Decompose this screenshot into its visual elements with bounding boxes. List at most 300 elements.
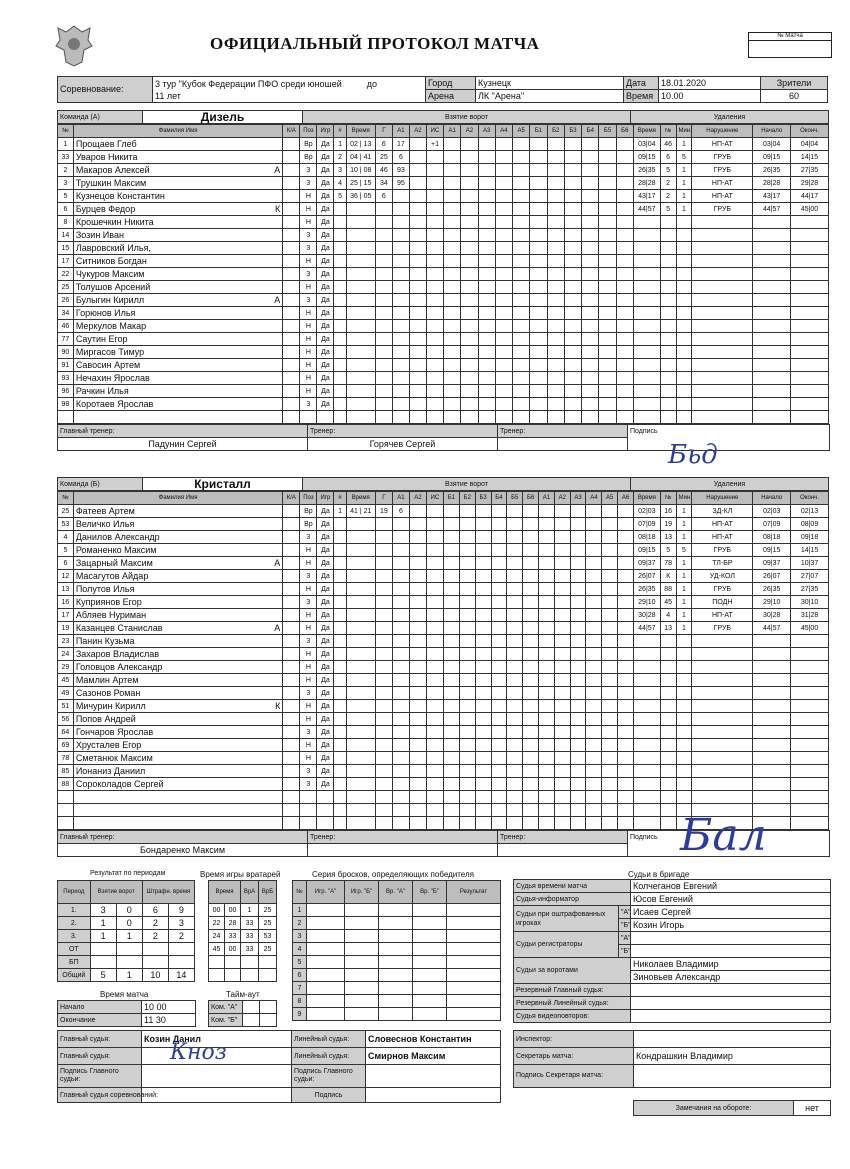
onice-cell	[444, 765, 460, 778]
goal-situation	[426, 609, 443, 622]
onice-cell	[513, 151, 530, 164]
onice-cell	[539, 752, 555, 765]
onice-cell	[491, 700, 507, 713]
team-a-signature-cell	[628, 438, 830, 451]
penalty-violation	[692, 778, 753, 791]
onice-cell	[444, 752, 460, 765]
goal-time	[346, 346, 375, 359]
inspector-label: Инспектор:	[514, 1031, 634, 1048]
onice-cell	[618, 648, 634, 661]
onice-cell	[582, 333, 599, 346]
onice-cell	[616, 203, 633, 216]
goal-assist-2	[409, 804, 426, 817]
goal-time	[346, 622, 375, 635]
penalty-player: 6	[660, 151, 676, 164]
onice-cell	[478, 372, 495, 385]
shootout-number: 6	[293, 969, 307, 982]
onice-cell	[582, 268, 599, 281]
player-ka	[283, 622, 300, 635]
onice-cell	[478, 242, 495, 255]
player-number: 1	[58, 138, 74, 151]
page-title: ОФИЦИАЛЬНЫЙ ПРОТОКОЛ МАТЧА	[210, 34, 540, 53]
so-result-header: Результат	[447, 881, 501, 904]
goal-scorer	[375, 791, 392, 804]
team-a-coach2	[498, 438, 628, 451]
time-value: 10.00	[659, 90, 761, 103]
goal-scorer	[375, 544, 392, 557]
player-position: Н	[300, 609, 317, 622]
penalty-end	[791, 791, 829, 804]
goal-assist-2	[409, 518, 426, 531]
onice-cell	[570, 726, 586, 739]
penalty-start: 02|03	[753, 505, 791, 518]
penalty-player	[660, 687, 676, 700]
onice-cell	[616, 190, 633, 203]
penalty-end: 10|37	[791, 557, 829, 570]
onice-cell	[475, 531, 491, 544]
penalty-end	[791, 281, 829, 294]
penalty-violation: ГРУБ	[692, 622, 753, 635]
onice-cell	[564, 229, 581, 242]
onice-cell	[513, 216, 530, 229]
goal-situation	[426, 700, 443, 713]
player-ka	[283, 544, 300, 557]
goal-assist-2	[409, 544, 426, 557]
onice-cell	[459, 687, 475, 700]
goal-situation	[426, 294, 443, 307]
onice-cell	[507, 713, 523, 726]
player-played: Да	[317, 596, 334, 609]
player-position: 3	[300, 687, 317, 700]
onice-cell	[507, 687, 523, 700]
onice-cell	[507, 622, 523, 635]
player-name: Прощаев Глеб	[73, 138, 282, 151]
team-a-row	[58, 385, 829, 398]
player-played: Да	[317, 661, 334, 674]
period-row	[58, 904, 195, 917]
penalty-start: 44|57	[753, 622, 791, 635]
team-b-hdr-ic: ИС	[426, 492, 443, 505]
player-name: Данилов Александр	[73, 531, 282, 544]
goal-scorer	[375, 411, 392, 424]
gk-sec: 00	[225, 943, 241, 956]
onice-cell	[547, 372, 564, 385]
period-goals-a: 1	[90, 917, 116, 930]
onice-cell	[495, 255, 512, 268]
period-pen-b: 14	[168, 969, 194, 982]
goal-number	[334, 804, 346, 817]
onice-cell	[478, 359, 495, 372]
goal-number	[334, 229, 346, 242]
onice-cell	[599, 307, 616, 320]
goal-situation	[426, 557, 443, 570]
goal-time	[346, 307, 375, 320]
onice-cell	[444, 216, 461, 229]
team-a-hdr-onice-8: Б4	[582, 125, 599, 138]
goal-situation	[426, 804, 443, 817]
goal-number: 4	[334, 177, 346, 190]
team-a-row	[58, 359, 829, 372]
goal-scorer: 6	[375, 190, 392, 203]
goal-assist-2	[409, 726, 426, 739]
player-ka	[283, 661, 300, 674]
goal-time	[346, 294, 375, 307]
goal-time: 02 | 13	[346, 138, 375, 151]
player-position: Н	[300, 752, 317, 765]
penalty-player	[660, 635, 676, 648]
onice-cell	[444, 190, 461, 203]
team-a-row	[58, 333, 829, 346]
player-name: Бурцев Федор К	[73, 203, 282, 216]
shootout-cell	[447, 956, 501, 969]
penalty-time	[633, 661, 660, 674]
penalty-time	[633, 385, 660, 398]
goal-scorer	[375, 346, 392, 359]
penalty-player	[660, 333, 676, 346]
penalty-violation: НП-АТ	[692, 138, 753, 151]
player-position: 3	[300, 596, 317, 609]
onice-cell	[459, 570, 475, 583]
captain-mark: А	[274, 294, 281, 305]
period-pen-b: 9	[168, 904, 194, 917]
goal-assist-2	[409, 674, 426, 687]
onice-cell	[530, 177, 547, 190]
gk-a	[241, 956, 259, 969]
goal-assist-2	[409, 333, 426, 346]
player-ka	[283, 791, 300, 804]
penalty-player: 5	[660, 203, 676, 216]
player-played: Да	[317, 164, 334, 177]
goal-situation	[426, 320, 443, 333]
goal-assist-1	[392, 817, 409, 830]
shootout-number: 2	[293, 917, 307, 930]
onice-cell	[547, 346, 564, 359]
player-played: Да	[317, 544, 334, 557]
penalty-start: 43|17	[753, 190, 791, 203]
penalty-violation	[692, 411, 753, 424]
penalty-end	[791, 674, 829, 687]
penalty-time	[633, 229, 660, 242]
player-played: Да	[317, 190, 334, 203]
goal-number	[334, 674, 346, 687]
team-b-row	[58, 648, 829, 661]
onice-cell	[582, 411, 599, 424]
goal-scorer	[375, 739, 392, 752]
onice-cell	[547, 281, 564, 294]
player-ka	[283, 674, 300, 687]
onice-cell	[523, 622, 539, 635]
penalty-player	[660, 752, 676, 765]
player-ka	[283, 138, 300, 151]
player-position: 3	[300, 726, 317, 739]
period-goals-a	[90, 956, 116, 969]
player-name: Ионаниз Даниил	[73, 765, 282, 778]
penalty-minutes: 1	[676, 622, 692, 635]
onice-cell	[547, 164, 564, 177]
onice-cell	[570, 622, 586, 635]
player-number: 96	[58, 385, 74, 398]
goal-situation	[426, 203, 443, 216]
team-b-hdr-ptime: Время	[633, 492, 660, 505]
player-position: 3	[300, 398, 317, 411]
onice-cell	[507, 596, 523, 609]
player-position: Н	[300, 346, 317, 359]
penalty-violation	[692, 307, 753, 320]
onice-cell	[475, 557, 491, 570]
goal-assist-1	[392, 622, 409, 635]
team-a-hdr-min: Мин.	[676, 125, 692, 138]
onice-cell	[616, 411, 633, 424]
penalty-end	[791, 216, 829, 229]
shootout-row	[293, 995, 501, 1008]
player-ka	[283, 804, 300, 817]
penalty-start	[753, 411, 791, 424]
notes-value: нет	[794, 1101, 831, 1116]
onice-cell	[602, 687, 618, 700]
onice-cell	[618, 596, 634, 609]
onice-cell	[523, 700, 539, 713]
penalty-start	[753, 635, 791, 648]
onice-cell	[530, 281, 547, 294]
player-name	[73, 804, 282, 817]
player-number: 5	[58, 544, 74, 557]
onice-cell	[475, 817, 491, 830]
secretary-signature-label: Подпись Секретаря матча:	[514, 1065, 634, 1088]
team-a-hdr-pos: Поз	[300, 125, 317, 138]
onice-cell	[444, 203, 461, 216]
goal-assist-2	[409, 531, 426, 544]
onice-cell	[444, 596, 460, 609]
goal-assist-1	[392, 190, 409, 203]
onice-cell	[582, 190, 599, 203]
onice-cell	[599, 333, 616, 346]
onice-cell	[444, 661, 460, 674]
shootout-cell	[379, 956, 413, 969]
player-played: Да	[317, 609, 334, 622]
onice-cell	[523, 687, 539, 700]
penalty-time: 44|57	[633, 203, 660, 216]
player-number: 69	[58, 739, 74, 752]
goal-scorer	[375, 713, 392, 726]
penalty-minutes: 5	[676, 544, 692, 557]
onice-cell	[475, 596, 491, 609]
player-name: Нечахин Ярослав	[73, 372, 282, 385]
team-b-hdr-onice-8: А3	[570, 492, 586, 505]
onice-cell	[547, 255, 564, 268]
shootout-cell	[413, 943, 447, 956]
onice-cell	[530, 320, 547, 333]
penalty-start	[753, 791, 791, 804]
onice-cell	[602, 804, 618, 817]
onice-cell	[618, 661, 634, 674]
player-number: 4	[58, 531, 74, 544]
onice-cell	[495, 307, 512, 320]
onice-cell	[599, 177, 616, 190]
goal-scorer	[375, 385, 392, 398]
onice-cell	[444, 778, 460, 791]
team-b-roster-table	[57, 491, 829, 830]
onice-cell	[586, 544, 602, 557]
penalty-minutes	[676, 359, 692, 372]
penalty-violation	[692, 398, 753, 411]
team-b-penalty-title: Удаления	[631, 478, 829, 491]
penalty-violation: ГРУБ	[692, 544, 753, 557]
goal-situation	[426, 817, 443, 830]
goal-assist-1	[392, 609, 409, 622]
player-number: 33	[58, 151, 74, 164]
onice-cell	[554, 752, 570, 765]
onice-cell	[618, 531, 634, 544]
penalty-violation	[692, 713, 753, 726]
onice-cell	[475, 674, 491, 687]
onice-cell	[444, 700, 460, 713]
onice-cell	[602, 791, 618, 804]
team-a-coach-label: Тренер:	[308, 425, 498, 438]
onice-cell	[618, 726, 634, 739]
penalty-time: 26|35	[633, 583, 660, 596]
onice-cell	[507, 609, 523, 622]
goal-time	[346, 687, 375, 700]
goal-assist-2	[409, 320, 426, 333]
player-ka	[283, 596, 300, 609]
goal-assist-1	[392, 804, 409, 817]
period-pen-a: 6	[142, 904, 168, 917]
player-played: Да	[317, 700, 334, 713]
onice-cell	[539, 505, 555, 518]
goal-scorer	[375, 635, 392, 648]
onice-cell	[616, 359, 633, 372]
onice-cell	[570, 544, 586, 557]
team-a-sign-label: Подпись	[628, 425, 830, 438]
penalty-time	[633, 817, 660, 830]
onice-cell	[507, 700, 523, 713]
goal-time	[346, 817, 375, 830]
onice-cell	[491, 648, 507, 661]
penalty-minutes: 1	[676, 518, 692, 531]
penalty-time	[633, 765, 660, 778]
city-label: Город	[426, 77, 476, 90]
onice-cell	[495, 398, 512, 411]
onice-cell	[618, 622, 634, 635]
player-number	[58, 817, 74, 830]
goalie-row	[209, 930, 277, 943]
onice-cell	[547, 268, 564, 281]
shootout-cell	[413, 956, 447, 969]
player-number: 3	[58, 177, 74, 190]
onice-cell	[491, 505, 507, 518]
goal-assist-1	[392, 726, 409, 739]
onice-cell	[444, 411, 461, 424]
goal-situation	[426, 255, 443, 268]
team-b-signature: Бал	[680, 810, 767, 861]
onice-cell	[618, 635, 634, 648]
player-position: 3	[300, 229, 317, 242]
goal-assist-1	[392, 372, 409, 385]
team-b-row	[58, 687, 829, 700]
team-b-row	[58, 505, 829, 518]
penalty-start	[753, 242, 791, 255]
onice-cell	[478, 216, 495, 229]
goal-number: 3	[334, 164, 346, 177]
penalty-end	[791, 700, 829, 713]
team-a-row	[58, 138, 829, 151]
onice-cell	[478, 385, 495, 398]
player-played: Да	[317, 359, 334, 372]
penalty-minutes	[676, 411, 692, 424]
team-a-row	[58, 294, 829, 307]
arena-label: Арена	[426, 90, 476, 103]
onice-cell	[539, 674, 555, 687]
onice-cell	[539, 726, 555, 739]
onice-cell	[570, 661, 586, 674]
goal-time	[346, 557, 375, 570]
penalty-violation	[692, 752, 753, 765]
player-ka	[283, 778, 300, 791]
goal-time	[346, 726, 375, 739]
onice-cell	[507, 635, 523, 648]
onice-cell	[513, 320, 530, 333]
onice-cell	[602, 557, 618, 570]
player-position: Н	[300, 544, 317, 557]
penalty-start	[753, 752, 791, 765]
team-a-penalty-title: Удаления	[631, 111, 829, 124]
goal-number: 2	[334, 151, 346, 164]
onice-cell	[475, 570, 491, 583]
onice-cell	[554, 557, 570, 570]
onice-cell	[539, 596, 555, 609]
goal-assist-1	[392, 635, 409, 648]
onice-cell	[523, 661, 539, 674]
shootout-cell	[447, 982, 501, 995]
player-position: Н	[300, 385, 317, 398]
onice-cell	[564, 372, 581, 385]
onice-cell	[495, 190, 512, 203]
goalie-row	[209, 917, 277, 930]
goal-number	[334, 778, 346, 791]
player-played: Да	[317, 203, 334, 216]
onice-cell	[475, 791, 491, 804]
penalty-end	[791, 661, 829, 674]
penalty-violation	[692, 687, 753, 700]
onice-cell	[586, 505, 602, 518]
onice-cell	[459, 765, 475, 778]
team-b-goals-title: Взятие ворот	[303, 478, 631, 491]
team-b-coach2	[498, 844, 628, 857]
secretary-table	[513, 1030, 831, 1088]
onice-cell	[564, 164, 581, 177]
onice-cell	[530, 242, 547, 255]
player-name: Романенко Максим	[73, 544, 282, 557]
onice-cell	[475, 505, 491, 518]
penalty-start: 29|10	[753, 596, 791, 609]
onice-cell	[444, 164, 461, 177]
onice-cell	[495, 151, 512, 164]
onice-cell	[478, 307, 495, 320]
team-a-hdr-no: №	[58, 125, 74, 138]
captain-mark: К	[275, 700, 281, 711]
penalty-minutes	[676, 700, 692, 713]
onice-cell	[491, 518, 507, 531]
period-row	[58, 917, 195, 930]
onice-cell	[570, 778, 586, 791]
date-label: Дата	[624, 77, 659, 90]
onice-cell	[618, 765, 634, 778]
onice-cell	[570, 739, 586, 752]
shootout-cell	[345, 904, 379, 917]
onice-cell	[599, 164, 616, 177]
onice-cell	[586, 661, 602, 674]
gk-a: 1	[241, 904, 259, 917]
